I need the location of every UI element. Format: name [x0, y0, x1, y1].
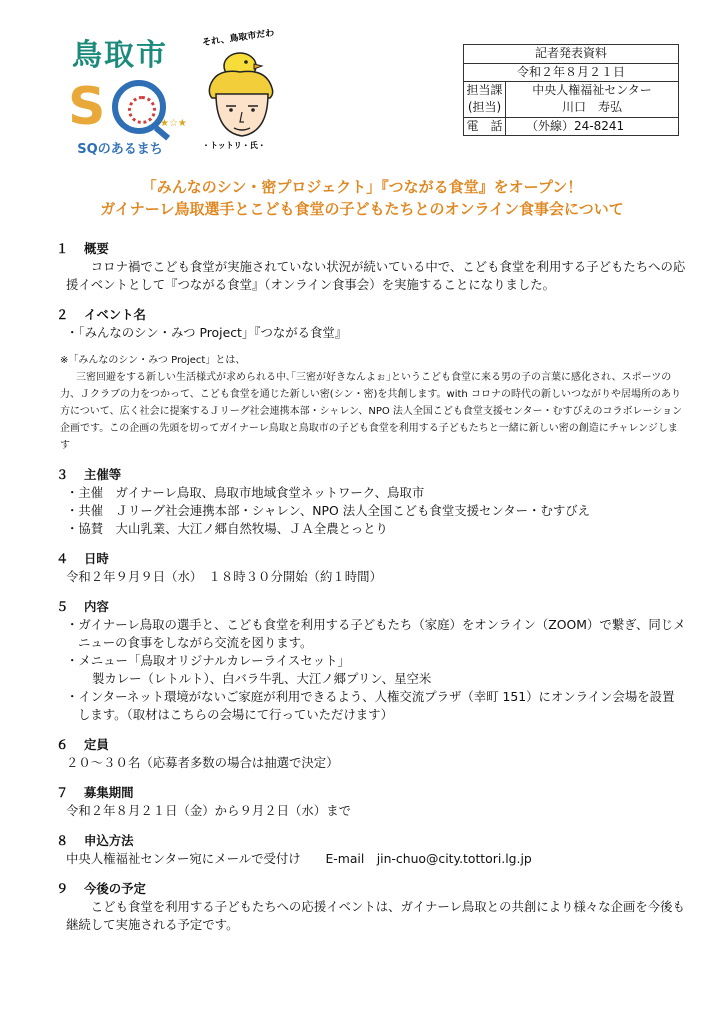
organizer-item: ・主催 ガイナーレ鳥取、鳥取市地域食堂ネットワーク、鳥取市 — [66, 485, 425, 500]
section-number: ７ — [56, 785, 69, 800]
section-number: ２ — [56, 307, 69, 322]
section-text: 令和２年８月２１日（金）から９月２日（水）まで — [66, 803, 351, 818]
dept-label: 担当課 — [464, 82, 506, 99]
section-title: イベント名 — [84, 307, 146, 322]
phone-value: （外線）24-8241 — [526, 119, 625, 133]
city-name: 鳥取市 — [72, 38, 168, 73]
headline — [0, 176, 724, 220]
content-item: ・インターネット環境がないご家庭が利用できるよう、人権交流プラザ（幸町 151）にオンライン会場を設置します。（取材はこちらの会場にて行っていただけます） — [66, 689, 675, 722]
mascot-illustration — [196, 28, 286, 150]
section-application — [56, 832, 686, 868]
section-title: 内容 — [84, 599, 109, 614]
section-organizers — [56, 466, 686, 538]
section-title: 概要 — [84, 241, 109, 256]
section-title: 日時 — [84, 551, 109, 566]
headline-line-1: 「みんなのシン・密プロジェクト」『つながる食堂』をオープン！ — [141, 178, 583, 196]
mascot-speech: それ、鳥取市だわ — [201, 28, 275, 49]
section-capacity — [56, 736, 686, 772]
person-label: (担当) — [464, 99, 506, 117]
section-overview — [56, 240, 686, 294]
section-text: ２０～３０名（応募者多数の場合は抽選で決定） — [66, 755, 339, 770]
project-note — [56, 352, 686, 454]
section-title: 主催等 — [84, 467, 122, 482]
section-future-plans — [56, 880, 686, 934]
sq-logo-mark — [60, 77, 187, 137]
organizer-item: ・共催 Ｊリーグ社会連携本部・シャレン、NPO 法人全国こども食堂支援センター・むすびえ — [66, 503, 591, 518]
section-content — [56, 598, 686, 724]
content-item: ・メニュー「鳥取オリジナルカレーライスセット」 — [66, 653, 350, 668]
logo-tagline: SQのあるまち — [77, 142, 163, 157]
document-body — [56, 240, 686, 946]
section-text: 令和２年９月９日（水） １８時３０分開始（約１時間） — [66, 569, 382, 584]
mascot-name: ・トットリ・氏・ — [202, 141, 266, 150]
note-body: 三密回避をする新しい生活様式が求められる中､｢三密が好きなんよぉ｣というこども食堂に来る男の子の言葉に感化され、スポーツの力、Ｊクラブの力をつかって、こども食堂を通じた新しい密(シン・密)を共創します。with コロナの時代の新しいつながりや居場所のあり方について、広く社会に提案するＪリーグ社会連携本部・シャレン、NPO 法人全国こども食堂支援センター・むすびえのコラボレーション企画です。この企画の先頭を切ってガイナーレ鳥取と鳥取市の子ども食堂を利用する子どもたちと一緒に新しい密の創造にチャレンジします — [60, 372, 683, 451]
dept-value: 中央人権福祉センター — [532, 83, 652, 97]
section-number: ４ — [56, 551, 69, 566]
doc-type: 記者発表資料 — [534, 46, 607, 60]
section-text: コロナ禍でこども食堂が実施されていない状況が続いている中で、こども食堂を利用する子どもたちへの応援イベントとして『つながる食堂』（オンライン食事会）を実施することになりました。 — [66, 259, 686, 292]
section-number: ９ — [56, 881, 69, 896]
section-number: ６ — [56, 737, 69, 752]
section-number: ３ — [56, 467, 69, 482]
section-number: １ — [56, 241, 69, 256]
section-title: 申込方法 — [84, 833, 134, 848]
press-date: 令和２年８月２１日 — [516, 65, 625, 79]
section-number: ５ — [56, 599, 69, 614]
stars-decoration: ★☆★ — [160, 118, 187, 129]
content-item: ・ガイナーレ鳥取の選手と、こども食堂を利用する子どもたち（家庭）をオンライン（ZOOM）で繋ぎ、同じメニューの食事をしながら交流を図ります。 — [66, 617, 686, 650]
person-value: 川口 寿弘 — [561, 100, 622, 114]
section-text: こども食堂を利用する子どもたちへの応援イベントは、ガイナーレ鳥取との共創により様々な企画を今後も継続して実施される予定です。 — [66, 899, 685, 932]
sq-s-letter: S — [68, 77, 106, 137]
note-heading: ※「みんなのシン・みつ Project」とは、 — [60, 355, 246, 366]
section-text: 中央人権福祉センター宛にメールで受付け E-mail jin-chuo@city.tottori.lg.jp — [66, 851, 532, 866]
press-info-box — [463, 44, 679, 136]
section-event-name — [56, 306, 686, 454]
menu-detail: 製カレー（レトルト）、白バラ牛乳、大江ノ郷プリン、星空米 — [92, 671, 432, 686]
event-name-item: ・「みんなのシン・みつ Project」『つながる食堂』 — [66, 325, 348, 340]
sq-q-emblem-icon — [112, 80, 166, 134]
section-title: 今後の予定 — [84, 881, 146, 896]
section-title: 募集期間 — [84, 785, 134, 800]
phone-label: 電 話 — [464, 118, 506, 135]
section-datetime — [56, 550, 686, 586]
section-recruit-period — [56, 784, 686, 820]
organizer-item: ・協賛 大山乳業、大江ノ郷自然牧場、ＪＡ全農とっとり — [66, 521, 388, 536]
section-title: 定員 — [84, 737, 109, 752]
city-logo — [60, 30, 187, 157]
headline-line-2: ガイナーレ鳥取選手とこども食堂の子どもたちとのオンライン食事会について — [100, 200, 624, 218]
section-number: ８ — [56, 833, 69, 848]
